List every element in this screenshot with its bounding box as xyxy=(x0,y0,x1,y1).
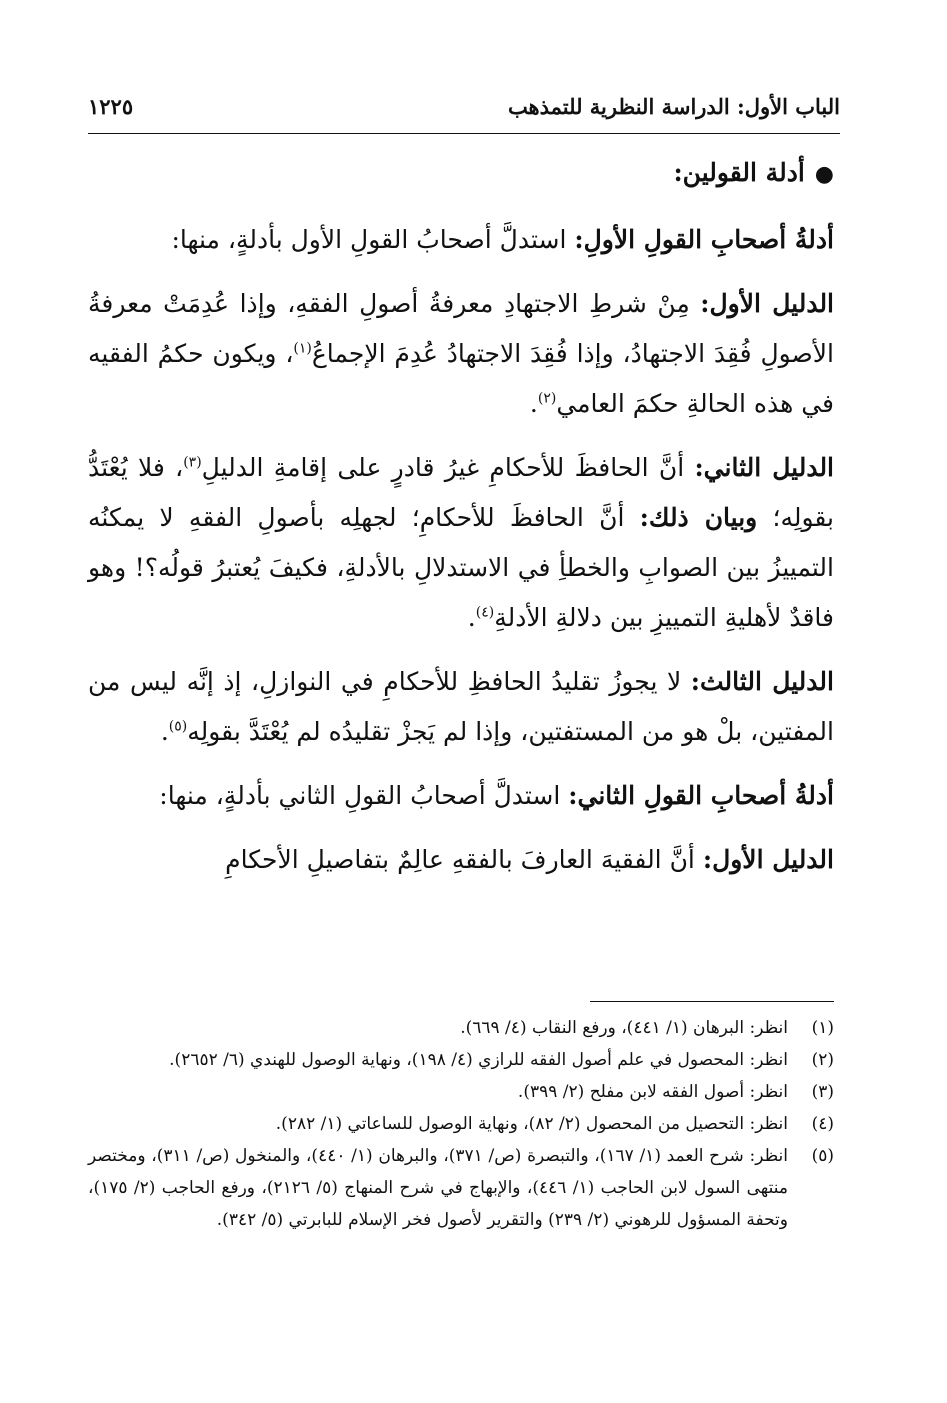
paragraph-text: استدلَّ أصحابُ القولِ الثاني بأدلةٍ، منها: xyxy=(159,781,569,810)
paragraph-first-opinion-evidence xyxy=(88,215,834,265)
footnote-ref[interactable]: (٣) xyxy=(183,454,202,471)
paragraph-lead: أدلةُ أصحابِ القولِ الثاني: xyxy=(568,781,834,810)
paragraph-text: ، فلا يُعْتَدُّ بقولِه؛ xyxy=(88,453,834,532)
paragraph-second-opinion-first-evidence xyxy=(88,835,834,885)
footnote-text: انظر: شرح العمد (١/ ١٦٧)، والتبصرة (ص/ ٣٧١)، والبرهان (١/ ٤٤٠)، والمنخول (ص/ ٣١١)، ومختصر منتهى السول لابن الحاجب (١/ ٤٤٦)، والإبهاج في شرح المنهاج (٥/ ٢١٢٦)، ورفع الحاجب (٢/ ١٧٥)، وتحفة المسؤول للرهوني (٢/ ٢٣٩) والتقرير لأصول فخر الإسلام للبابرتي (٥/ ٣٤٢). xyxy=(88,1146,788,1230)
main-text xyxy=(88,150,834,899)
section-heading-text: أدلة القولين: xyxy=(673,158,805,187)
paragraph-text: أنَّ الحافظَ للأحكامِ؛ لجهلِه بأصولِ الفقهِ لا يمكنُه التمييزُ بين الصوابِ والخطأِ في الاستدلالِ بالأدلةِ، فكيفَ يُعتبرُ قولُه؟! وهو فاقدٌ لأهليةِ التمييزِ بين دلالةِ الأدلةِ xyxy=(88,503,834,632)
footnote-text: انظر: البرهان (١/ ٤٤١)، ورفع النقاب (٤/ ٦٦٩). xyxy=(460,1018,788,1038)
footnote-ref[interactable]: (٥) xyxy=(168,718,188,735)
footnote-ref[interactable]: (١) xyxy=(293,340,312,357)
paragraph-lead: الدليل الثالث: xyxy=(690,667,834,696)
paragraph-text: . xyxy=(160,717,169,746)
paragraph-text: أنَّ الفقيهَ العارفَ بالفقهِ عالِمٌ بتفاصيلِ الأحكامِ xyxy=(225,845,703,874)
paragraph-text: . xyxy=(529,389,538,418)
footnotes-list xyxy=(88,1012,834,1236)
footnote-item xyxy=(88,1012,834,1044)
paragraph-text: أنَّ الحافظَ للأحكامِ غيرُ قادرٍ على إقامةِ الدليلِ xyxy=(201,453,695,482)
paragraph-text: لا يجوزُ تقليدُ الحافظِ للأحكامِ في النوازلِ، إذ إنَّه ليس من المفتين، بلْ هو من المستفتين، وإذا لم يَجزْ تقليدُه لم يُعْتَدَّ بقولِه xyxy=(88,667,834,746)
footnote-item xyxy=(88,1108,834,1140)
footnote-number: (٢) xyxy=(811,1050,834,1070)
footnote-item xyxy=(88,1076,834,1108)
paragraph-lead: أدلةُ أصحابِ القولِ الأولِ: xyxy=(574,225,834,254)
page-number: ١٢٢٥ xyxy=(88,94,134,119)
footnote-ref[interactable]: (٤) xyxy=(475,604,495,621)
footnote-ref[interactable]: (٢) xyxy=(537,390,557,407)
footnote-item xyxy=(88,1044,834,1076)
paragraph-lead: الدليل الأول: xyxy=(702,845,834,874)
paragraph-second-opinion-evidence xyxy=(88,771,834,821)
footnote-number: (١) xyxy=(811,1018,834,1038)
footnote-text: انظر: المحصول في علم أصول الفقه للرازي (٤/ ١٩٨)، ونهاية الوصول للهندي (٦/ ٢٦٥٢). xyxy=(169,1050,788,1070)
footnote-text: انظر: أصول الفقه لابن مفلح (٢/ ٣٩٩). xyxy=(517,1082,788,1102)
footnote-number: (٥) xyxy=(811,1146,834,1166)
paragraph-text: مِنْ شرطِ الاجتهادِ معرفةُ أصولِ الفقهِ، وإذا عُدِمَتْ معرفةُ الأصولِ فُقِدَ الاجتهادُ، وإذا فُقِدَ الاجتهادُ عُدِمَ الإجماعُ xyxy=(88,289,834,368)
footnote-number: (٣) xyxy=(811,1082,834,1102)
footnote-item xyxy=(88,1140,834,1236)
paragraph-text: استدلَّ أصحابُ القولِ الأول بأدلةٍ، منها: xyxy=(171,225,575,254)
footnote-number: (٤) xyxy=(811,1114,834,1134)
paragraph-second-evidence xyxy=(88,443,834,643)
page-header xyxy=(88,94,840,134)
paragraph-text: ، ويكون حكمُ الفقيه في هذه الحالةِ حكمَ العامي xyxy=(88,339,834,418)
paragraph-first-evidence xyxy=(88,279,834,429)
running-title: الباب الأول: الدراسة النظرية للتمذهب xyxy=(507,94,840,119)
paragraph-text: . xyxy=(467,603,476,632)
paragraph-lead: الدليل الأول: xyxy=(700,289,835,318)
header-rule xyxy=(88,133,840,134)
paragraph-third-evidence xyxy=(88,657,834,757)
bullet-icon: ● xyxy=(814,161,834,187)
section-heading xyxy=(88,150,834,197)
paragraph-inline-lead: وبيان ذلك: xyxy=(639,503,758,532)
footnote-text: انظر: التحصيل من المحصول (٢/ ٨٢)، ونهاية الوصول للساعاتي (١/ ٢٨٢). xyxy=(275,1114,788,1134)
paragraph-lead: الدليل الثاني: xyxy=(694,453,835,482)
footnote-separator xyxy=(590,1001,834,1002)
